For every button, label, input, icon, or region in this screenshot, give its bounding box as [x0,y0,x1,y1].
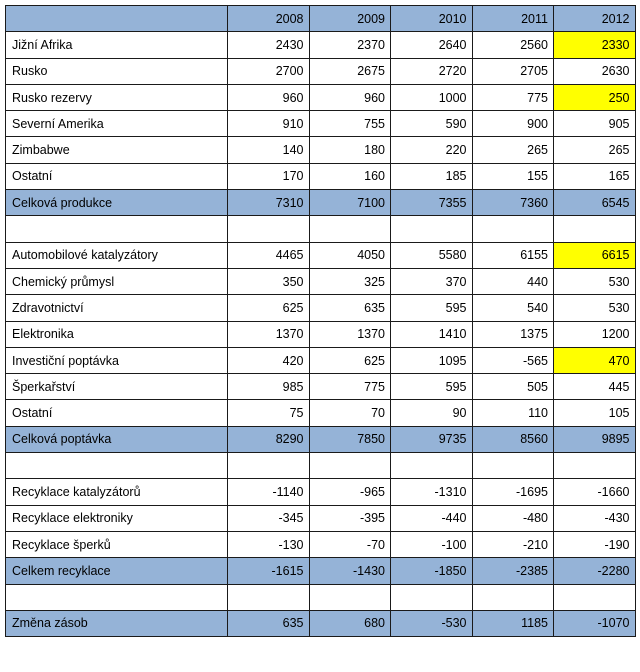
spacer-row [6,453,636,479]
value-cell: -965 [309,479,391,505]
value-cell: -565 [472,347,554,373]
table-row [6,531,636,557]
value-cell: 505 [472,374,554,400]
value-cell: -2280 [554,558,636,584]
row-label-cell: Rusko rezervy [6,84,228,110]
value-cell: 635 [309,295,391,321]
table-body [6,6,636,637]
value-cell: 680 [309,610,391,636]
row-label-cell: Celková produkce [6,190,228,216]
value-cell: 2675 [309,58,391,84]
value-cell: 2430 [228,32,310,58]
value-cell: -130 [228,531,310,557]
value-cell: 595 [391,374,473,400]
value-cell: 2640 [391,32,473,58]
row-label-cell: Celkem recyklace [6,558,228,584]
row-label-cell: Automobilové katalyzátory [6,242,228,268]
value-cell: 140 [228,137,310,163]
value-cell: 2700 [228,58,310,84]
platinum-balance-table [5,5,636,637]
value-cell: 1000 [391,84,473,110]
value-cell [391,216,473,242]
row-label-cell: Chemický průmysl [6,268,228,294]
value-cell: 910 [228,111,310,137]
value-cell: 70 [309,400,391,426]
value-cell: 2705 [472,58,554,84]
spacer-row [6,584,636,610]
value-cell [472,584,554,610]
value-cell: 1370 [228,321,310,347]
value-cell [391,584,473,610]
table-row [6,374,636,400]
row-label-cell [6,584,228,610]
value-cell: 2560 [472,32,554,58]
value-cell: 8560 [472,426,554,452]
value-cell: 625 [228,295,310,321]
row-label-cell: Zimbabwe [6,137,228,163]
value-cell: 325 [309,268,391,294]
total-row [6,558,636,584]
value-cell [228,216,310,242]
value-cell: 160 [309,163,391,189]
value-cell: 265 [554,137,636,163]
table-row [6,32,636,58]
row-label-cell: Jižní Afrika [6,32,228,58]
value-cell [309,584,391,610]
value-cell: -430 [554,505,636,531]
table-row [6,400,636,426]
value-cell: -1430 [309,558,391,584]
value-cell [554,216,636,242]
value-cell: 1185 [472,610,554,636]
value-cell: 7355 [391,190,473,216]
value-cell: -210 [472,531,554,557]
value-cell: 180 [309,137,391,163]
value-cell: 1370 [309,321,391,347]
value-cell: 4050 [309,242,391,268]
value-cell: 440 [472,268,554,294]
value-cell: 4465 [228,242,310,268]
value-cell: 2370 [309,32,391,58]
value-cell: -1695 [472,479,554,505]
value-cell: 445 [554,374,636,400]
row-label-cell: Zdravotnictví [6,295,228,321]
value-cell: 170 [228,163,310,189]
value-cell [472,453,554,479]
value-cell: 590 [391,111,473,137]
value-cell: 625 [309,347,391,373]
header-year-2010: 2010 [391,6,473,32]
value-cell: 1410 [391,321,473,347]
value-cell: 900 [472,111,554,137]
total-row [6,610,636,636]
value-cell [554,453,636,479]
value-cell: -2385 [472,558,554,584]
total-row [6,190,636,216]
value-cell: 470 [554,347,636,373]
value-cell: -1660 [554,479,636,505]
row-label-cell: Rusko [6,58,228,84]
value-cell: 265 [472,137,554,163]
value-cell [309,453,391,479]
value-cell: -440 [391,505,473,531]
value-cell: 7310 [228,190,310,216]
value-cell: -395 [309,505,391,531]
value-cell: 635 [228,610,310,636]
value-cell: 530 [554,268,636,294]
value-cell: 6615 [554,242,636,268]
table-row [6,268,636,294]
value-cell: -480 [472,505,554,531]
table-row [6,242,636,268]
table-row [6,505,636,531]
value-cell [309,216,391,242]
value-cell: 1095 [391,347,473,373]
value-cell [554,584,636,610]
table-row [6,163,636,189]
value-cell: 775 [472,84,554,110]
table-row [6,321,636,347]
table-row [6,347,636,373]
value-cell: 6545 [554,190,636,216]
value-cell: 8290 [228,426,310,452]
value-cell: 1200 [554,321,636,347]
value-cell: 2720 [391,58,473,84]
value-cell: 960 [228,84,310,110]
value-cell: -100 [391,531,473,557]
value-cell: 5580 [391,242,473,268]
total-row [6,426,636,452]
header-year-2011: 2011 [472,6,554,32]
value-cell: 105 [554,400,636,426]
value-cell: 7850 [309,426,391,452]
header-label-cell [6,6,228,32]
row-label-cell [6,453,228,479]
value-cell: 7100 [309,190,391,216]
value-cell: -1850 [391,558,473,584]
header-row [6,6,636,32]
row-label-cell: Recyklace šperků [6,531,228,557]
table-row [6,111,636,137]
value-cell: -345 [228,505,310,531]
row-label-cell: Ostatní [6,400,228,426]
value-cell: 9895 [554,426,636,452]
row-label-cell: Severní Amerika [6,111,228,137]
value-cell: 75 [228,400,310,426]
row-label-cell: Změna zásob [6,610,228,636]
value-cell: -190 [554,531,636,557]
row-label-cell: Investiční poptávka [6,347,228,373]
value-cell: 755 [309,111,391,137]
value-cell: 155 [472,163,554,189]
value-cell: 165 [554,163,636,189]
value-cell: -530 [391,610,473,636]
spacer-row [6,216,636,242]
value-cell [228,584,310,610]
value-cell: 6155 [472,242,554,268]
value-cell: 985 [228,374,310,400]
value-cell: 595 [391,295,473,321]
value-cell: 185 [391,163,473,189]
row-label-cell: Šperkařství [6,374,228,400]
value-cell: 960 [309,84,391,110]
table-row [6,295,636,321]
value-cell: -1070 [554,610,636,636]
table-row [6,479,636,505]
value-cell: 2330 [554,32,636,58]
value-cell: 220 [391,137,473,163]
value-cell [391,453,473,479]
header-year-2008: 2008 [228,6,310,32]
value-cell: -1310 [391,479,473,505]
value-cell: 7360 [472,190,554,216]
value-cell: -1140 [228,479,310,505]
row-label-cell: Recyklace elektroniky [6,505,228,531]
value-cell: -1615 [228,558,310,584]
row-label-cell: Celková poptávka [6,426,228,452]
value-cell: 110 [472,400,554,426]
value-cell: 1375 [472,321,554,347]
value-cell: 530 [554,295,636,321]
header-year-2009: 2009 [309,6,391,32]
value-cell [228,453,310,479]
value-cell: 905 [554,111,636,137]
value-cell: 9735 [391,426,473,452]
row-label-cell [6,216,228,242]
value-cell: 540 [472,295,554,321]
row-label-cell: Ostatní [6,163,228,189]
table-row [6,58,636,84]
value-cell [472,216,554,242]
value-cell: 775 [309,374,391,400]
table-row [6,84,636,110]
row-label-cell: Elektronika [6,321,228,347]
row-label-cell: Recyklace katalyzátorů [6,479,228,505]
value-cell: 420 [228,347,310,373]
value-cell: 90 [391,400,473,426]
table-row [6,137,636,163]
value-cell: 250 [554,84,636,110]
value-cell: 2630 [554,58,636,84]
value-cell: 370 [391,268,473,294]
value-cell: 350 [228,268,310,294]
header-year-2012: 2012 [554,6,636,32]
value-cell: -70 [309,531,391,557]
